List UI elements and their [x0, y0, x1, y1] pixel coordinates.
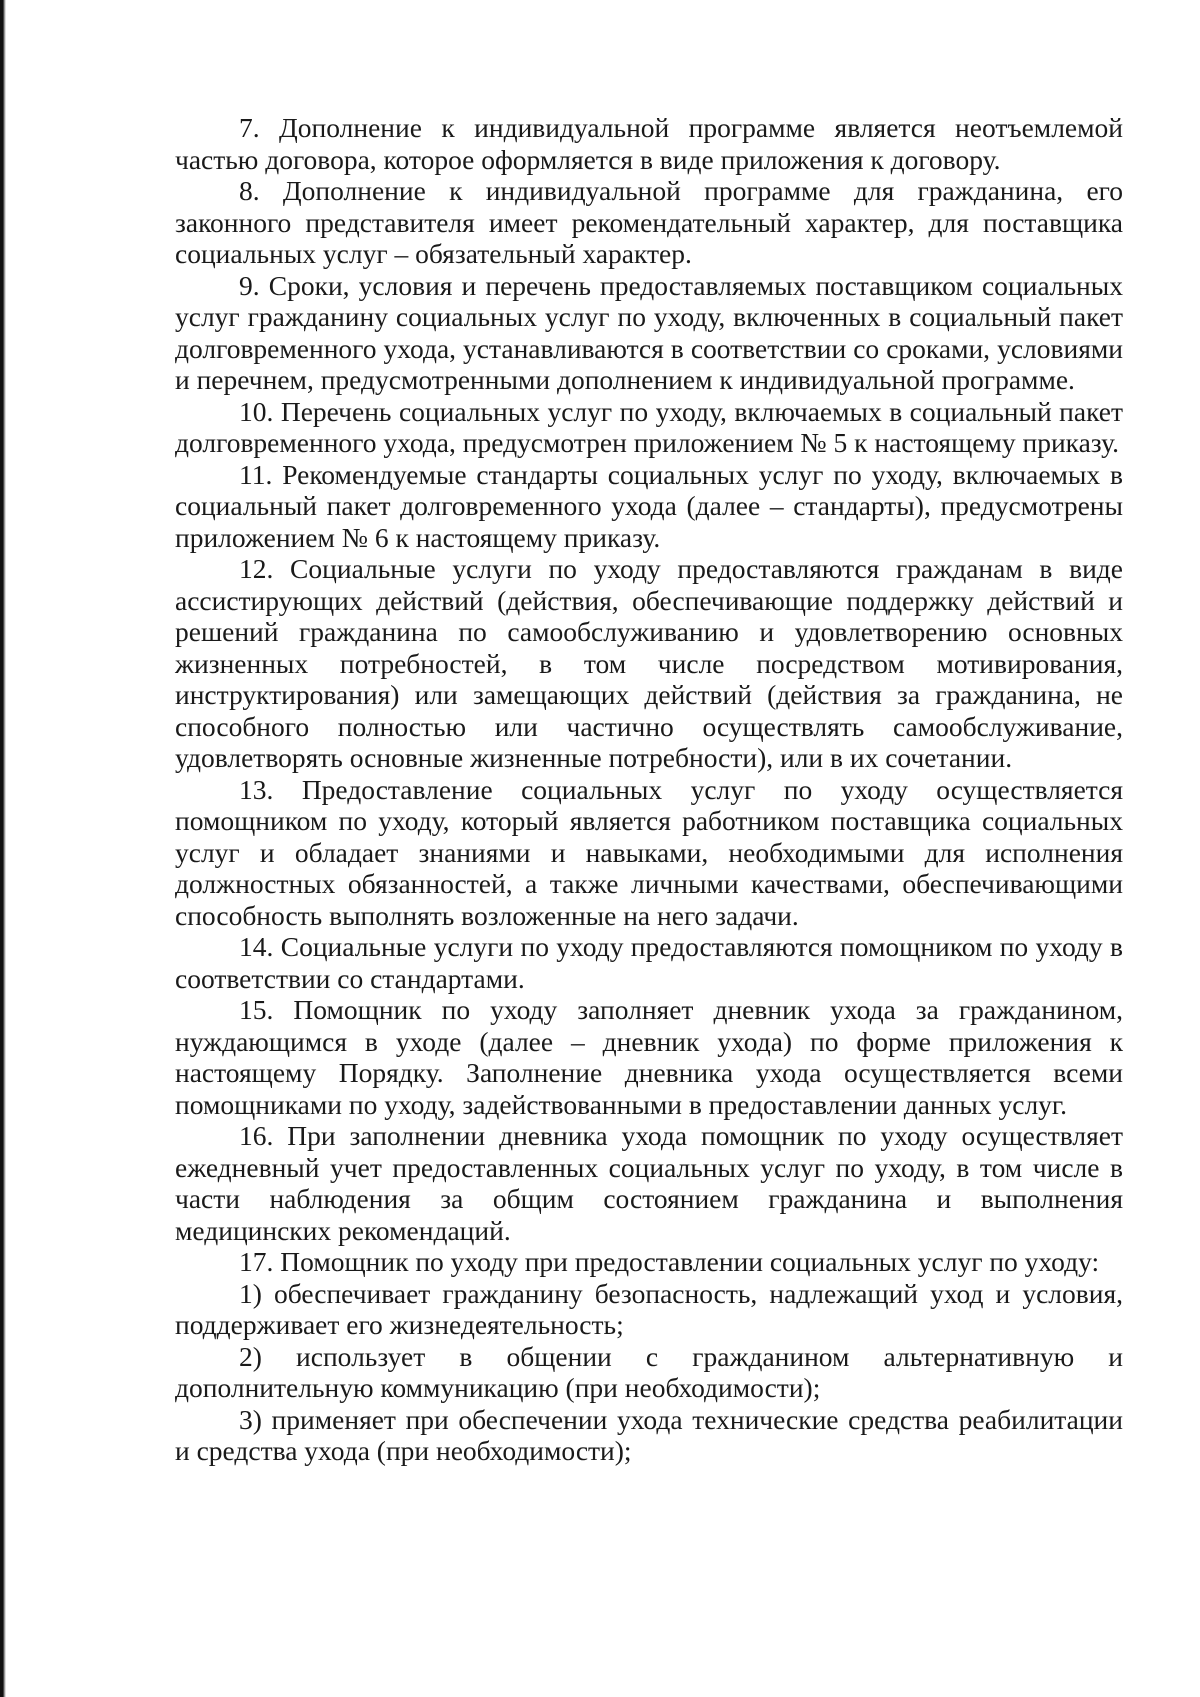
list-item-1: 1) обеспечивает гражданину безопасность, надлежащий уход и условия, поддерживает его жизнедеятельность; — [175, 1277, 1123, 1340]
paragraph-11: 11. Рекомендуемые стандарты социальных услуг по уходу, включаемых в социальный пакет долговременного ухода (далее – стандарты), предусмотрены приложением № 6 к настоящему приказу. — [175, 458, 1123, 553]
paragraph-14: 14. Социальные услуги по уходу предоставляются помощником по уходу в соответствии со стандартами. — [175, 931, 1123, 994]
paragraph-15: 15. Помощник по уходу заполняет дневник ухода за гражданином, нуждающимся в уходе (далее – дневник ухода) по форме приложения к настоящему Порядку. Заполнение дневника ухода осуществляется всеми помощниками по уходу, задействованными в предоставлении данных услуг. — [175, 994, 1123, 1120]
list-item-2: 2) использует в общении с гражданином альтернативную и дополнительную коммуникацию (при необходимости); — [175, 1340, 1123, 1403]
scan-edge — [0, 0, 6, 1697]
paragraph-10: 10. Перечень социальных услуг по уходу, включаемых в социальный пакет долговременного ухода, предусмотрен приложением № 5 к настоящему приказу. — [175, 395, 1123, 458]
paragraph-8: 8. Дополнение к индивидуальной программе для гражданина, его законного представителя имеет рекомендательный характер, для поставщика социальных услуг – обязательный характер. — [175, 175, 1123, 269]
list-item-3: 3) применяет при обеспечении ухода технические средства реабилитации и средства ухода (при необходимости); — [175, 1403, 1123, 1466]
paragraph-13: 13. Предоставление социальных услуг по уходу осуществляется помощником по уходу, который является работником поставщика социальных услуг и обладает знаниями и навыками, необходимыми для исполнения должностных обязанностей, а также личными качествами, обеспечивающими способность выполнять возложенные на него задачи. — [175, 773, 1123, 931]
document-body — [175, 112, 1123, 1467]
paragraph-17: 17. Помощник по уходу при предоставлении социальных услуг по уходу: — [239, 1246, 1100, 1277]
paragraph-7: 7. Дополнение к индивидуальной программе является неотъемлемой частью договора, которое оформляется в виде приложения к договору. — [175, 112, 1123, 175]
paragraph-16: 16. При заполнении дневника ухода помощник по уходу осуществляет ежедневный учет предоставленных социальных услуг по уходу, в том числе в части наблюдения за общим состоянием гражданина и выполнения медицинских рекомендаций. — [175, 1120, 1123, 1246]
paragraph-12: 12. Социальные услуги по уходу предоставляются гражданам в виде ассистирующих действий (действия, обеспечивающие поддержку действий и решений гражданина по самообслуживанию и удовлетворению основных жизненных потребностей, в том числе посредством мотивирования, инструктирования) или замещающих действий (действия за гражданина, не способного полностью или частично осуществлять самообслуживание, удовлетворять основные жизненные потребности), или в их сочетании. — [175, 553, 1123, 773]
paragraph-9: 9. Сроки, условия и перечень предоставляемых поставщиком социальных услуг гражданину социальных услуг по уходу, включенных в социальный пакет долговременного ухода, устанавливаются в соответствии со сроками, условиями и перечнем, предусмотренными дополнением к индивидуальной программе. — [175, 269, 1123, 395]
